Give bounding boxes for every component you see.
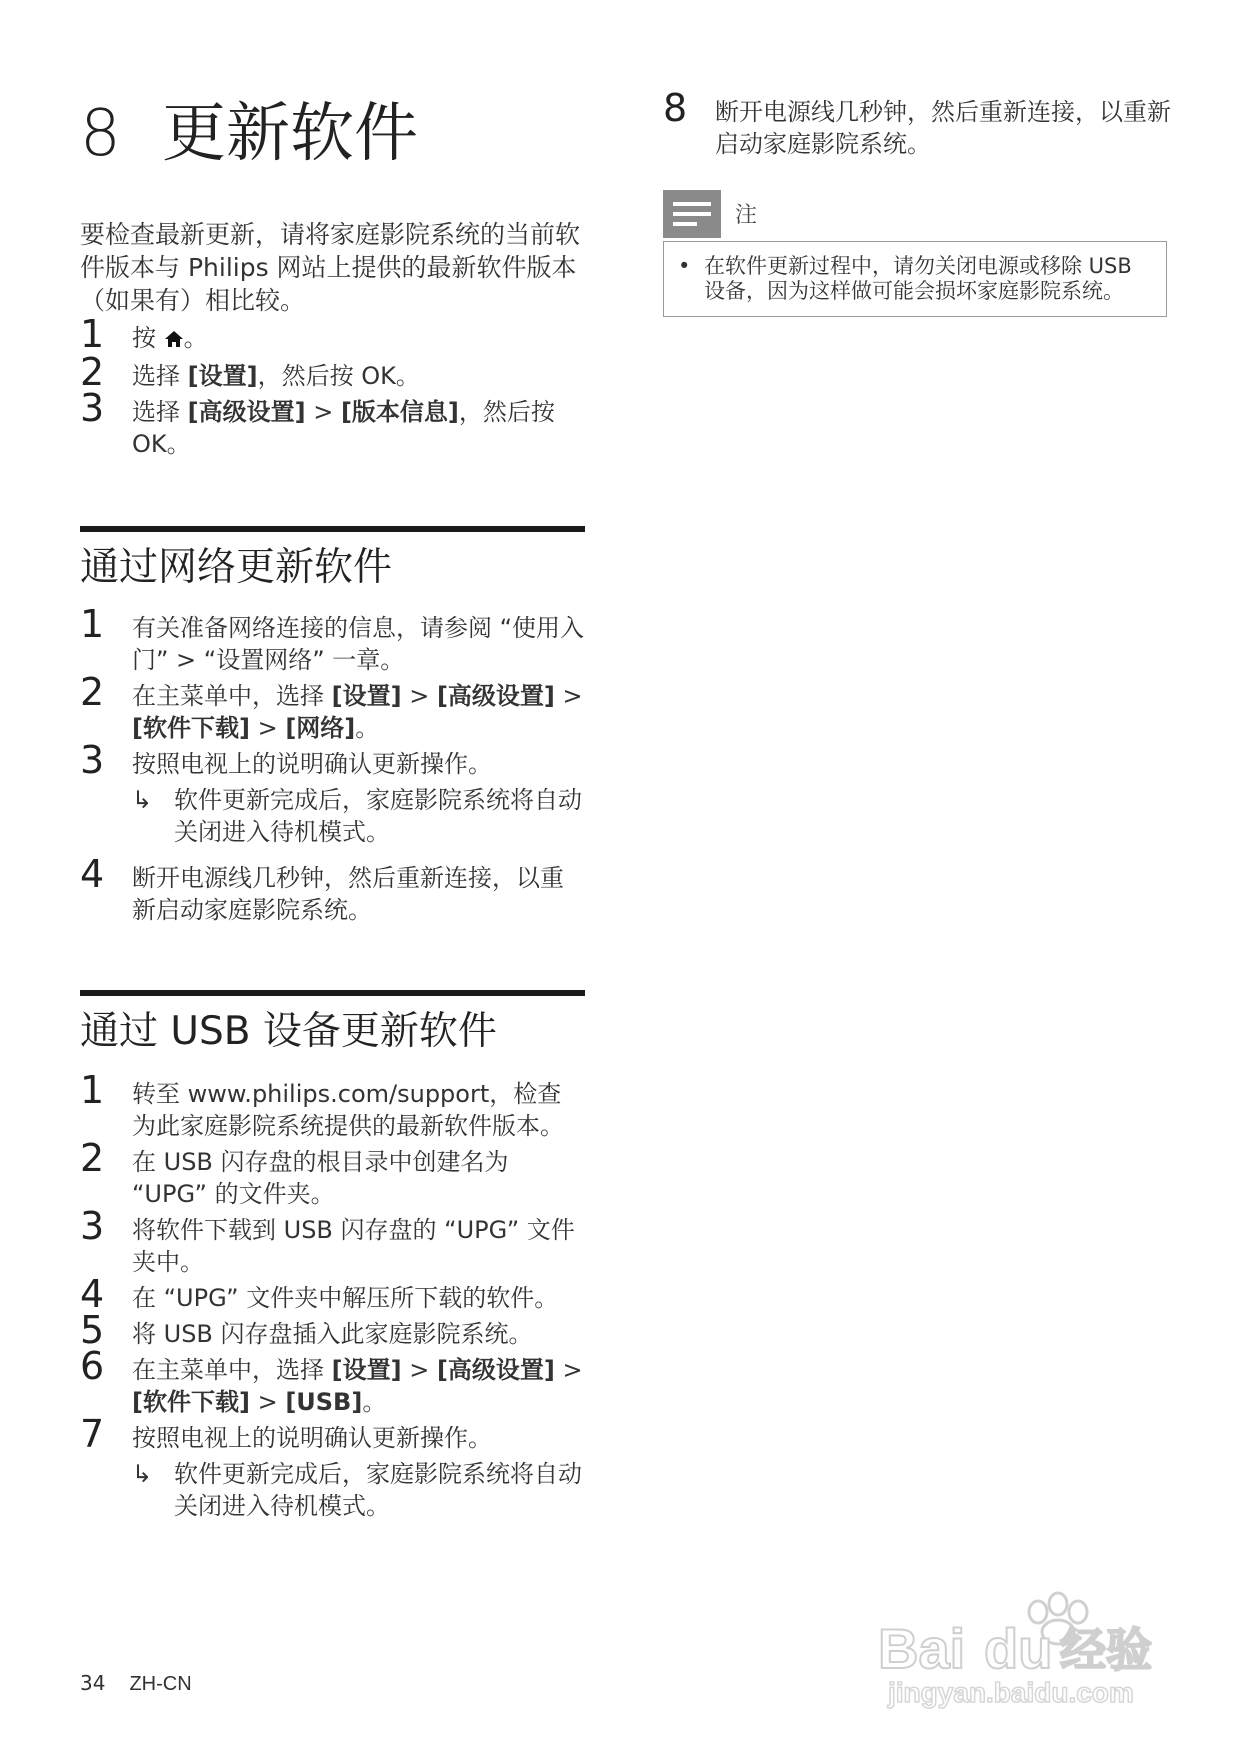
chapter-title: 更新软件 — [162, 97, 418, 171]
language-code: ZH-CN — [129, 1673, 192, 1695]
watermark-url: jingyan.baidu.com — [888, 1677, 1134, 1708]
watermark-suffix: 经验 — [1060, 1623, 1152, 1677]
usb-step-6: 6 在主菜单中，选择 [设置] > [高级设置] > [软件下载] > [USB]。 — [80, 1344, 583, 1416]
network-heading: 通过网络更新软件 — [80, 545, 393, 590]
intro-paragraph: 要检查最新更新，请将家庭影院系统的当前软件版本与 Philips 网站上提供的最新软件版本（如果有）相比较。 — [80, 220, 581, 315]
network-step-3: 3 按照电视上的说明确认更新操作。 — [80, 738, 492, 782]
section-rule — [80, 990, 585, 996]
usb-step-3: 3 将软件下载到 USB 闪存盘的 “UPG” 文件夹中。 — [80, 1204, 575, 1276]
chapter-number: 8 — [80, 97, 121, 171]
note-text: 在软件更新过程中，请勿关闭电源或移除 USB 设备，因为这样做可能会损坏家庭影院系统。 — [704, 254, 1132, 303]
bullet-icon: • — [678, 254, 691, 278]
page-footer — [80, 1671, 192, 1696]
watermark-brand2: du — [984, 1617, 1053, 1680]
network-step-1: 1 有关准备网络连接的信息，请参阅 “使用入门” > “设置网络” 一章。 — [80, 602, 585, 674]
watermark-brand: Bai — [878, 1617, 966, 1680]
usb-step-5: 5 将 USB 闪存盘插入此家庭影院系统。 — [80, 1308, 533, 1352]
usb-step-2: 2 在 USB 闪存盘的根目录中创建名为 “UPG” 的文件夹。 — [80, 1136, 509, 1208]
usb-heading: 通过 USB 设备更新软件 — [80, 1009, 497, 1054]
chapter-heading — [80, 82, 418, 174]
baidu-watermark — [878, 1590, 1178, 1710]
note-box — [663, 241, 1167, 317]
check-step-2: 2 选择 [设置]，然后按 OK。 — [80, 350, 420, 394]
check-step-1: 1 按 。 — [80, 312, 208, 356]
network-step-4: 4 断开电源线几秒钟，然后重新连接，以重新启动家庭影院系统。 — [80, 852, 564, 924]
page-number: 34 — [80, 1671, 106, 1695]
usb-step-7: 7 按照电视上的说明确认更新操作。 — [80, 1412, 492, 1456]
result-arrow-icon: ↳ — [132, 1460, 153, 1488]
usb-step-4: 4 在 “UPG” 文件夹中解压所下载的软件。 — [80, 1272, 559, 1316]
network-step-2: 2 在主菜单中，选择 [设置] > [高级设置] > [软件下载] > [网络]。 — [80, 670, 583, 742]
check-steps — [80, 312, 585, 464]
network-steps — [80, 602, 585, 930]
home-icon — [164, 324, 184, 356]
paw-icon — [878, 1590, 1178, 1710]
usb-step-7-result: ↳ 软件更新完成后，家庭影院系统将自动关闭进入待机模式。 — [132, 1460, 582, 1520]
continued-steps — [663, 86, 1171, 164]
check-step-3: 3 选择 [高级设置] > [版本信息]，然后按 OK。 — [80, 386, 555, 458]
section-rule — [80, 526, 585, 532]
step-8: 8 断开电源线几秒钟，然后重新连接，以重新启动家庭影院系统。 — [663, 86, 1171, 158]
note-icon — [663, 190, 721, 238]
note-label: 注 — [735, 203, 758, 228]
result-arrow-icon: ↳ — [132, 786, 153, 814]
usb-steps — [80, 1068, 585, 1536]
network-step-3-result: ↳ 软件更新完成后，家庭影院系统将自动关闭进入待机模式。 — [132, 786, 582, 846]
usb-step-1: 1 转至 www.philips.com/support，检查为此家庭影院系统提供的最新软件版本。 — [80, 1068, 564, 1140]
